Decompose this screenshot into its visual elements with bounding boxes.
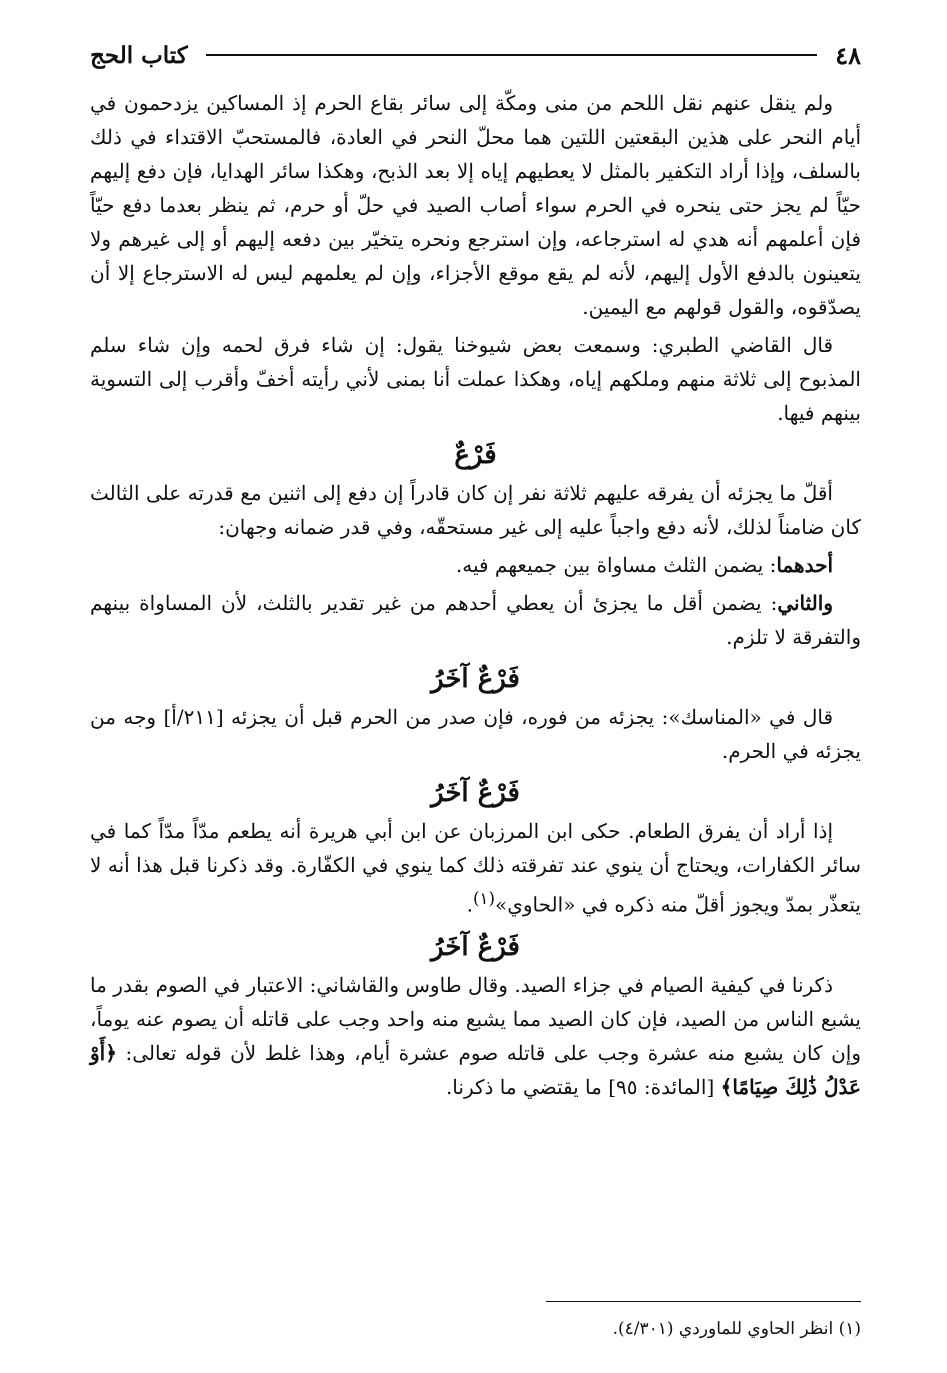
opinion-first-label: أحدهما xyxy=(776,553,833,577)
section-heading-another-2: فَرْعٌ آخَرُ xyxy=(431,778,520,808)
opinion-second-text: : يضمن أقل ما يجزئ أن يعطي أحدهم من غير تقدير بالثلث، لأن المساواة بينهم والتفرقة لا تلزم. xyxy=(90,591,861,649)
paragraph-qadi-tabari: قال القاضي الطبري: وسمعت بعض شيوخنا يقول: إن شاء فرق لحمه وإن شاء سلم المذبوح إلى ثلاثة منهم وملكهم إياه، وهكذا عملت أنا بمنى لأني رأيته أخفّ وأقرب إلى التسوية بينهم فيها. xyxy=(90,333,861,425)
section-heading-far: فَرْعٌ xyxy=(454,440,497,470)
book-title: كتاب الحج xyxy=(90,41,188,69)
verse-reference: [المائدة: ٩٥] xyxy=(608,1074,721,1099)
footnote-rule xyxy=(546,1301,861,1302)
footnote: (١) انظر الحاوي للماوردي (٤/٣٠١). xyxy=(612,1319,861,1339)
food-distribution-end: . xyxy=(466,892,474,917)
paragraph-minimum-recipients: أقلّ ما يجزئه أن يفرقه عليهم ثلاثة نفر إن كان قادراً إن دفع إلى اثنين مع قدرته على الثالث كان ضامناً لذلك، لأنه دفع واجباً عليه إلى غير مستحقّه، وفي قدر ضمانه وجهان: xyxy=(90,481,861,539)
fasting-text-before: ذكرنا في كيفية الصيام في جزاء الصيد. وقال طاوس والقاشاني: الاعتبار في الصوم بقدر ما يشبع الناس من الصيد، فإن كان الصيد مما يشبع منه واحد وجب على قاتله أن يصوم عنه يوماً، وإن كان يشبع منه عشرة وجب على قاتله صوم عشرة أيام، وهذا غلط لأن قوله تعالى: xyxy=(90,972,861,1065)
section-heading-another-3: فَرْعٌ آخَرُ xyxy=(431,931,520,962)
running-header xyxy=(90,38,861,72)
header-rule xyxy=(206,54,818,56)
opinion-second-label: والثاني xyxy=(777,591,833,615)
page-number: ٤٨ xyxy=(835,40,861,70)
footnote-marker[interactable]: (١) xyxy=(473,889,495,908)
body-text xyxy=(90,86,861,1104)
paragraph-fasting xyxy=(90,968,861,1104)
paragraph-food-distribution xyxy=(90,814,861,922)
opinion-second xyxy=(90,586,861,654)
food-distribution-text: إذا أراد أن يفرق الطعام. حكى ابن المرزبان عن ابن أبي هريرة أنه يطعم مدّاً مدّاً كما في سائر الكفارات، ويحتاج أن ينوي عند تفرقته ذلك كما ينوي في الكفّارة. وقد ذكرنا قبل هذا أنه لا يتعذّر بمدّ ويجوز أقلّ منه ذكره في «الحاوي» xyxy=(90,819,861,917)
quran-verse: ﴿أَوْ عَدْلُ ذَٰلِكَ صِيَامًا﴾ xyxy=(90,1040,861,1099)
opinion-first xyxy=(90,548,861,582)
paragraph-meat-distribution: ولم ينقل عنهم نقل اللحم من منى ومكّة إلى سائر بقاع الحرم إذ المساكين يزدحمون في أيام النحر على هذين البقعتين اللتين هما محلّ النحر في العادة، فالمستحبّ الاقتداء في ذلك بالسلف، وإذا أراد التكفير بالمثل لا يعطيهم إياه إلا بعد الذبح، وهكذا سائر الهدايا، فإن دفع إليهم حيّاً لم يجز حتى ينحره في الحرم سواء أصاب الصيد في حلّ أو حرم، ثم ينظر بعدما دفع حيّاً فإن أعلمهم أنه هدي له استرجاعه، وإن استرجع ونحره يتخيّر بين دفعه إليهم أو إلى غيرهم ولا يتعينون بالدفع الأول إليهم، لأنه لم يقع موقع الأجزاء، وإن لم يعلمهم ليس له الاسترجاع إلا أن يصدّقوه، والقول قولهم مع اليمين. xyxy=(90,91,861,319)
opinion-first-text: : يضمن الثلث مساواة بين جميعهم فيه. xyxy=(455,553,777,577)
fasting-text-after: ما يقتضي ما ذكرنا. xyxy=(445,1074,609,1099)
section-heading-another-1: فَرْعٌ آخَرُ xyxy=(431,664,520,694)
paragraph-manasik: قال في «المناسك»: يجزئه من فوره، فإن صدر من الحرم قبل أن يجزئه [٢١١/أ] وجه من يجزئه في الحرم. xyxy=(90,705,861,763)
